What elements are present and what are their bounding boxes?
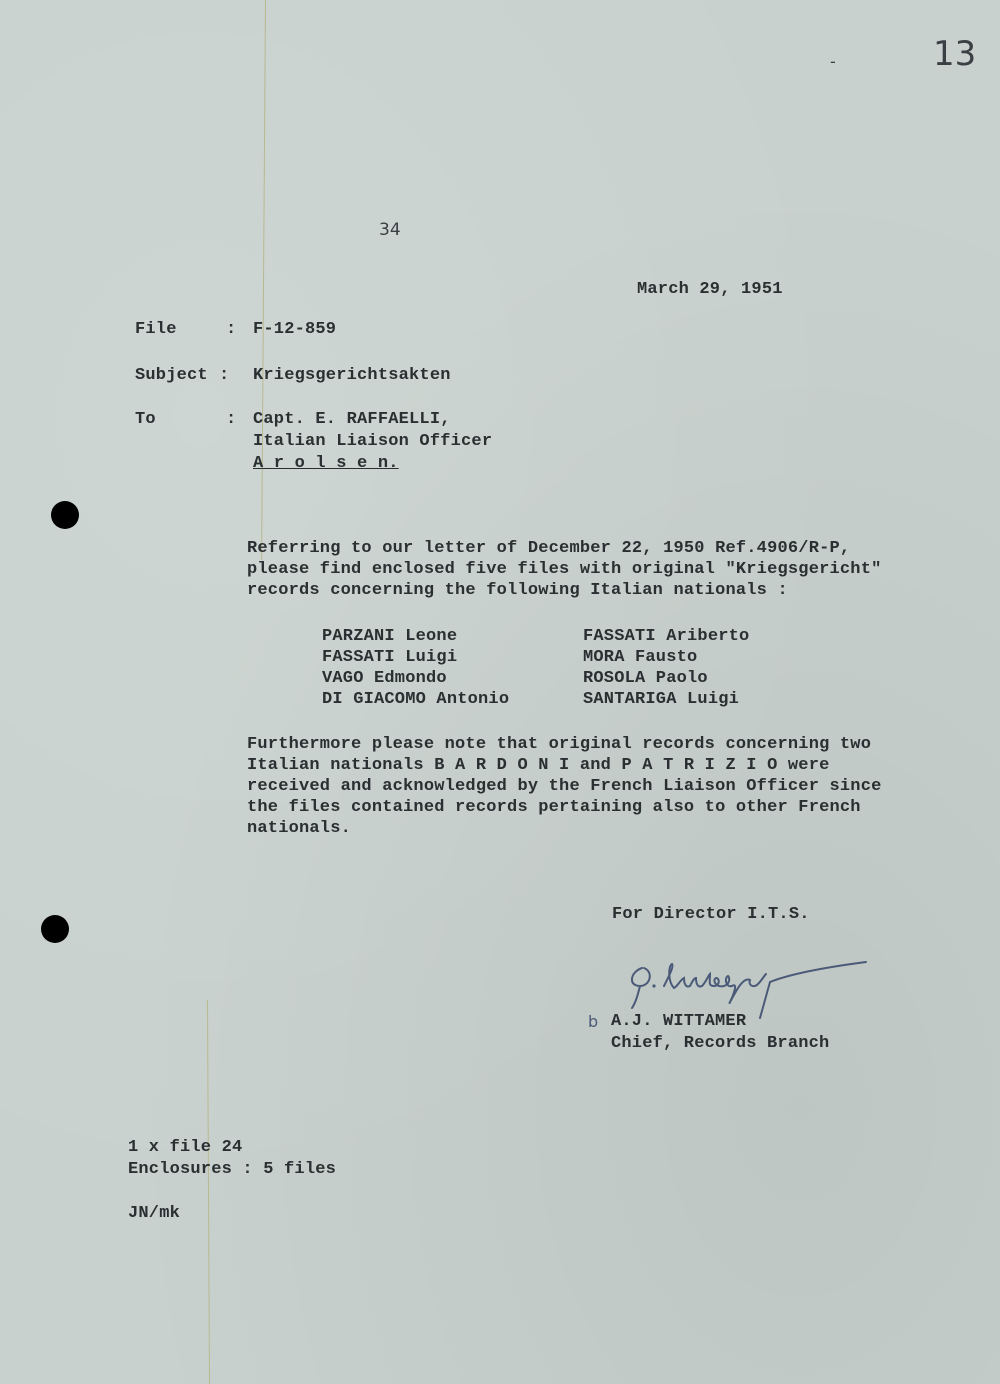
subject-colon: :	[219, 366, 230, 385]
margin-rule-lower	[207, 1000, 210, 1384]
recipient-title: Italian Liaison Officer	[253, 432, 493, 451]
paragraph-furthermore	[247, 734, 907, 839]
names-list-left	[322, 626, 509, 710]
paragraph-furthermore-line-4: the files contained records pertaining also to other French	[247, 798, 861, 817]
letter-date: March 29, 1951	[637, 280, 783, 299]
paragraph-intro-line-2: please find enclosed five files with original "Kriegsgericht"	[247, 560, 882, 579]
subject-label: Subject	[135, 366, 208, 385]
list-item: FASSATI Ariberto	[583, 627, 750, 646]
list-item: MORA Fausto	[583, 648, 698, 667]
signer-name: A.J. WITTAMER	[611, 1012, 747, 1031]
enclosures-line: Enclosures : 5 files	[128, 1160, 337, 1179]
punch-hole-top	[51, 501, 79, 529]
list-item: DI GIACOMO Antonio	[322, 690, 510, 709]
paragraph-intro-line-3: records concerning the following Italian nationals :	[247, 581, 788, 600]
recipient-location: A r o l s e n.	[253, 454, 399, 473]
to-label: To	[135, 410, 156, 429]
file-colon: :	[226, 320, 237, 339]
typist-initials: JN/mk	[128, 1204, 181, 1223]
paragraph-furthermore-line-3: received and acknowledged by the French Liaison Officer since	[247, 777, 882, 796]
paragraph-furthermore-line-5: nationals.	[247, 819, 352, 838]
page-mark-dash: -	[830, 52, 836, 71]
list-item: SANTARIGA Luigi	[583, 690, 740, 709]
file-value: F-12-859	[253, 320, 337, 339]
paragraph-intro	[247, 538, 907, 601]
for-director-line: For Director I.T.S.	[612, 905, 810, 924]
punch-hole-bottom	[41, 915, 69, 943]
page-number: 13	[933, 34, 977, 74]
to-colon: :	[226, 410, 237, 429]
list-item: PARZANI Leone	[322, 627, 458, 646]
paragraph-furthermore-line-1: Furthermore please note that original records concerning two	[247, 735, 872, 754]
margin-rule-upper	[261, 0, 266, 560]
list-item: FASSATI Luigi	[322, 648, 458, 667]
subject-value: Kriegsgerichtsakten	[253, 366, 451, 385]
names-list-right	[583, 626, 749, 710]
signer-title: Chief, Records Branch	[611, 1034, 830, 1053]
reference-number: 34	[379, 220, 401, 240]
paragraph-intro-line-1: Referring to our letter of December 22, 1950 Ref.4906/R-P,	[247, 539, 851, 558]
file-label: File	[135, 320, 177, 339]
list-item: VAGO Edmondo	[322, 669, 447, 688]
signature-prefix-mark: b	[588, 1012, 599, 1031]
paragraph-furthermore-line-2: Italian nationals B A R D O N I and P A T R I Z I O were	[247, 756, 830, 775]
attachment-file-line: 1 x file 24	[128, 1138, 243, 1157]
list-item: ROSOLA Paolo	[583, 669, 708, 688]
recipient-name: Capt. E. RAFFAELLI,	[253, 410, 451, 429]
